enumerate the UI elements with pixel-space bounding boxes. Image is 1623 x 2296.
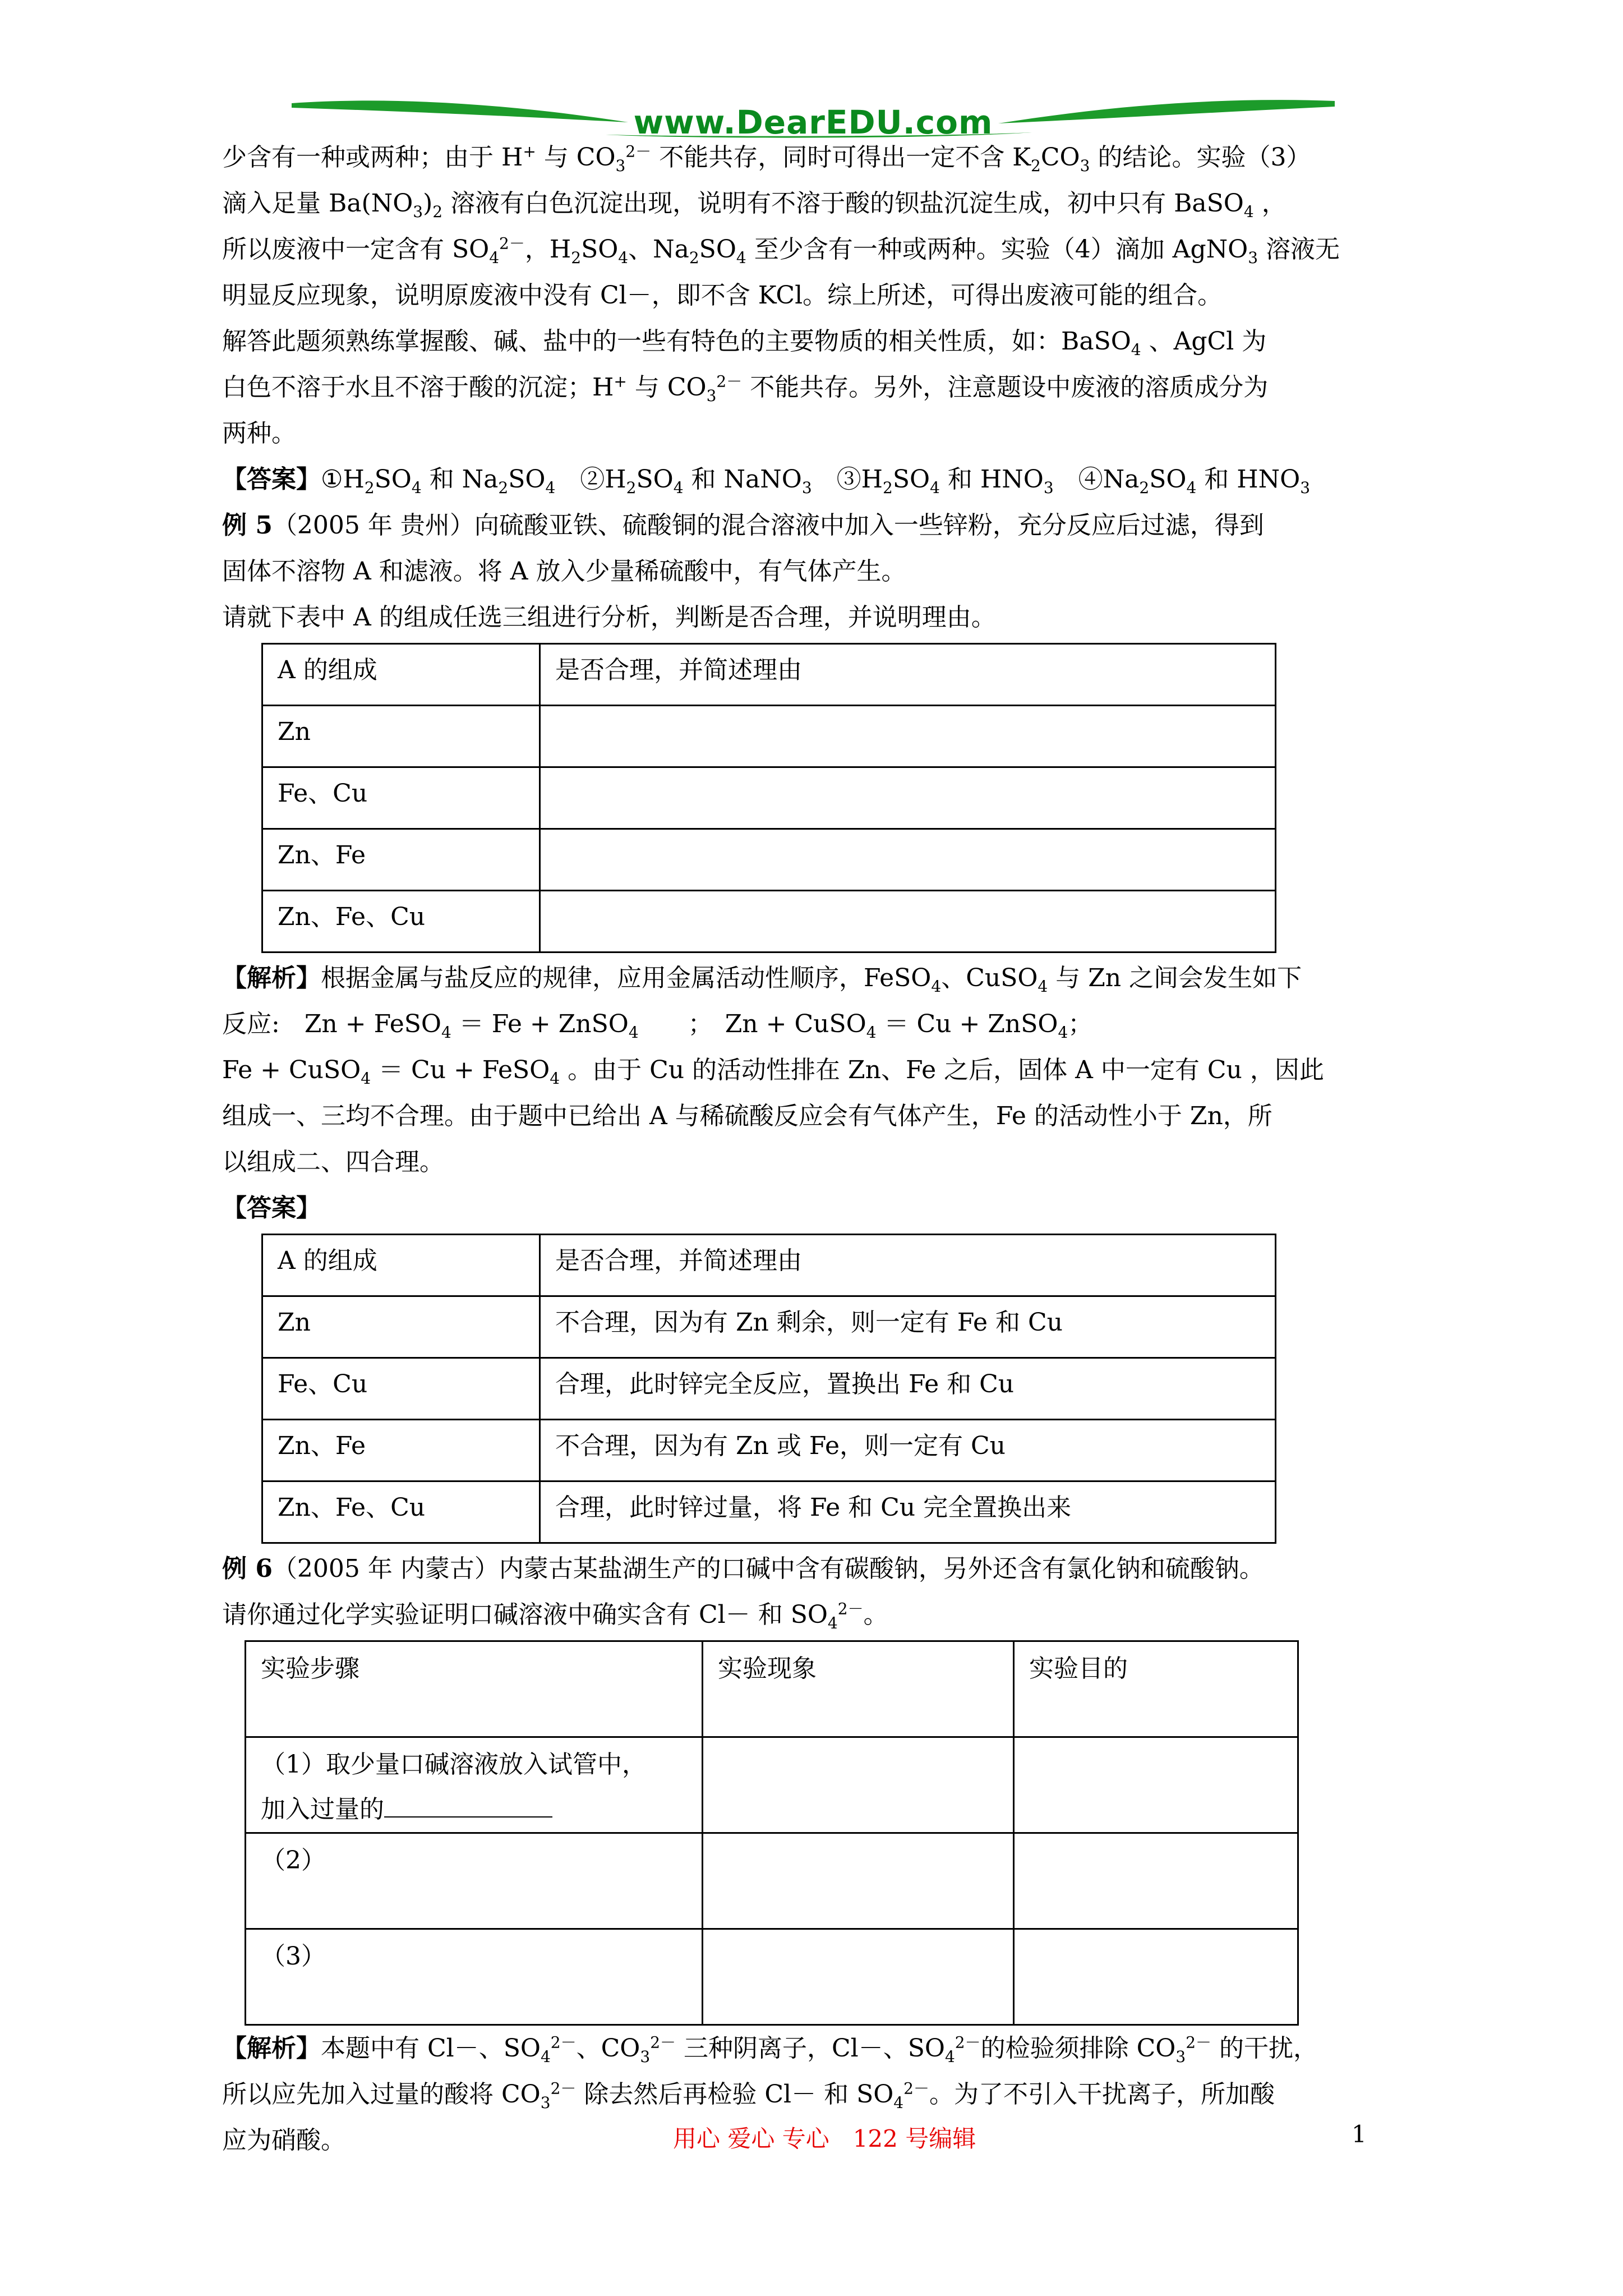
table-header-row <box>262 644 1276 706</box>
table-cell-step[interactable]: （2） <box>246 1833 703 1929</box>
table-row <box>246 1833 1298 1929</box>
text-line: 请就下表中 A 的组成任选三组进行分析，判断是否合理，并说明理由。 <box>222 603 996 632</box>
table-cell-answer[interactable] <box>1014 1737 1298 1833</box>
text-line: 解答此题须熟练掌握酸、碱、盐中的一些有特色的主要物质的相关性质，如：BaSO$_4$ 、AgCl 为 <box>222 327 1267 359</box>
text-line: 白色不溶于水且不溶于酸的沉淀；H+ 与 $CO_3^{2-}$ 不能共存。另外，注意题设中废液的溶质成分为 <box>222 372 1269 405</box>
page-number: 1 <box>1352 2120 1367 2148</box>
table-cell-answer[interactable] <box>703 1833 1014 1929</box>
table-row <box>262 1420 1276 1481</box>
table-cell: 合理，此时锌完全反应，置换出 Fe 和 Cu <box>540 1358 1276 1420</box>
table-cell: Zn、Fe <box>262 829 540 891</box>
equation-line: Fe + CuSO$_4$ ＝ Cu + FeSO$_4$ 。由于 Cu 的活动性排在 Zn、Fe 之后，固体 A 中一定有 Cu ，因此 <box>222 1056 1324 1088</box>
table-cell-answer[interactable] <box>540 891 1276 953</box>
fill-blank[interactable] <box>384 1788 552 1818</box>
table-cell-step: （1）取少量口碱溶液放入试管中， 加入过量的 <box>246 1737 703 1833</box>
table-row <box>262 767 1276 829</box>
table-header-row <box>262 1235 1276 1296</box>
table-cell: Zn、Fe、Cu <box>262 891 540 953</box>
table-row <box>262 891 1276 953</box>
table-row <box>246 1929 1298 2025</box>
text-line: 两种。 <box>222 419 296 448</box>
table-row <box>246 1737 1298 1833</box>
table-cell-answer[interactable] <box>540 706 1276 767</box>
table-cell: 不合理，因为有 Zn 剩余，则一定有 Fe 和 Cu <box>540 1296 1276 1358</box>
table-row <box>262 1358 1276 1420</box>
text-line: 组成一、三均不合理。由于题中已给出 A 与稀硫酸反应会有气体产生，Fe 的活动性小于 Zn，所 <box>222 1102 1272 1130</box>
table-row <box>262 706 1276 767</box>
text-line: 请你通过化学实验证明口碱溶液中确实含有 Cl－ 和 $SO_4^{2-}$。 <box>222 1599 888 1632</box>
text-line: 所以废液中一定含有 $SO_4^{2-}$，$H_2SO_4$、$Na_2SO_4$ 至少含有一种或两种。实验（4）滴加 AgNO$_3$ 溶液无 <box>222 234 1340 267</box>
table-composition-blank <box>261 643 1276 953</box>
answer-label: 【答案】 <box>222 1194 321 1222</box>
text-line: 应为硝酸。 <box>222 2126 345 2155</box>
table-cell-step[interactable]: （3） <box>246 1929 703 2025</box>
table-cell-answer[interactable] <box>1014 1833 1298 1929</box>
table-cell: Zn、Fe、Cu <box>262 1481 540 1543</box>
table-header-cell: A 的组成 <box>262 1235 540 1296</box>
text-line: 明显反应现象，说明原废液中没有 Cl－，即不含 KCl。综上所述，可得出废液可能的组合。 <box>222 281 1223 310</box>
table-header-cell: 是否合理，并简述理由 <box>540 1235 1276 1296</box>
text-line: 固体不溶物 A 和滤液。将 A 放入少量稀硫酸中，有气体产生。 <box>222 557 906 586</box>
table-cell: 不合理，因为有 Zn 或 Fe，则一定有 Cu <box>540 1420 1276 1481</box>
table-header-cell: 实验目的 <box>1014 1641 1298 1737</box>
table-row <box>262 1481 1276 1543</box>
table-cell: Fe、Cu <box>262 767 540 829</box>
analysis-label: 【解析】 <box>222 2034 321 2063</box>
document-body <box>222 135 1422 2164</box>
table-composition-answer <box>261 1234 1276 1544</box>
answer-line: 【答案】$①H_2SO_4$ 和 $Na_2SO_4$ $②H_2SO_4$ 和 NaNO$_3$ $③H_2SO_4$ 和 $HNO_3$ $④Na_2SO_4$ 和 $HNO_3$ <box>222 465 1311 497</box>
analysis-line: 【解析】本题中有 Cl－、$SO_4^{2-}$、$CO_3^{2-}$ 三种阴离子，Cl－、$SO_4^{2-}$的检验须排除 $CO_3^{2-}$ 的干扰， <box>222 2033 1318 2066</box>
table-header-cell: 是否合理，并简述理由 <box>540 644 1276 706</box>
table-cell: Zn <box>262 706 540 767</box>
table-experiment <box>245 1640 1299 2026</box>
table-header-cell: A 的组成 <box>262 644 540 706</box>
text-line: 以组成二、四合理。 <box>222 1148 444 1176</box>
text-line: 少含有一种或两种；由于 H+ 与 $CO_3^{2-}$ 不能共存，同时可得出一定不含 $K_2CO_3$ 的结论。实验（3） <box>222 142 1311 175</box>
table-cell-answer[interactable] <box>703 1929 1014 2025</box>
analysis-label: 【解析】 <box>222 964 321 992</box>
footer-text: 用心 爱心 专心 122 号编辑 <box>673 2125 976 2152</box>
table-header-row <box>246 1641 1298 1737</box>
table-cell: Zn <box>262 1296 540 1358</box>
table-cell: Zn、Fe <box>262 1420 540 1481</box>
table-cell-answer[interactable] <box>1014 1929 1298 2025</box>
table-cell-answer[interactable] <box>703 1737 1014 1833</box>
example-6-title: 例 6（2005 年 内蒙古）内蒙古某盐湖生产的口碱中含有碳酸钠，另外还含有氯化钠和硫酸钠。 <box>222 1554 1264 1583</box>
analysis-line: 【解析】根据金属与盐反应的规律，应用金属活动性顺序，FeSO$_4$、CuSO$_4$ 与 Zn 之间会发生如下 <box>222 964 1302 996</box>
table-cell-answer[interactable] <box>540 829 1276 891</box>
example-5-title: 例 5（2005 年 贵州）向硫酸亚铁、硫酸铜的混合溶液中加入一些锌粉，充分反应后过滤，得到 <box>222 511 1264 540</box>
answer-label: 【答案】 <box>222 465 321 494</box>
table-header-cell: 实验现象 <box>703 1641 1014 1737</box>
text-line: 所以应先加入过量的酸将 $CO_3^{2-}$ 除去然后再检验 Cl－ 和 $SO_4^{2-}$。为了不引入干扰离子，所加酸 <box>222 2079 1275 2112</box>
table-row <box>262 1296 1276 1358</box>
table-row <box>262 829 1276 891</box>
equation-line: 反应: Zn + FeSO$_4$ ＝ Fe + ZnSO$_4$ ； Zn + CuSO$_4$ ＝ Cu + ZnSO$_4$； <box>222 1010 1093 1042</box>
text-line: 滴入足量 $Ba(NO_3)_2$ 溶液有白色沉淀出现，说明有不溶于酸的钡盐沉淀生成，初中只有 BaSO$_4$ ， <box>222 189 1287 221</box>
table-cell-answer[interactable] <box>540 767 1276 829</box>
table-cell: Fe、Cu <box>262 1358 540 1420</box>
table-header-cell: 实验步骤 <box>246 1641 703 1737</box>
site-name: www.DearEDU.com <box>633 103 993 141</box>
table-cell: 合理，此时锌过量，将 Fe 和 Cu 完全置换出来 <box>540 1481 1276 1543</box>
